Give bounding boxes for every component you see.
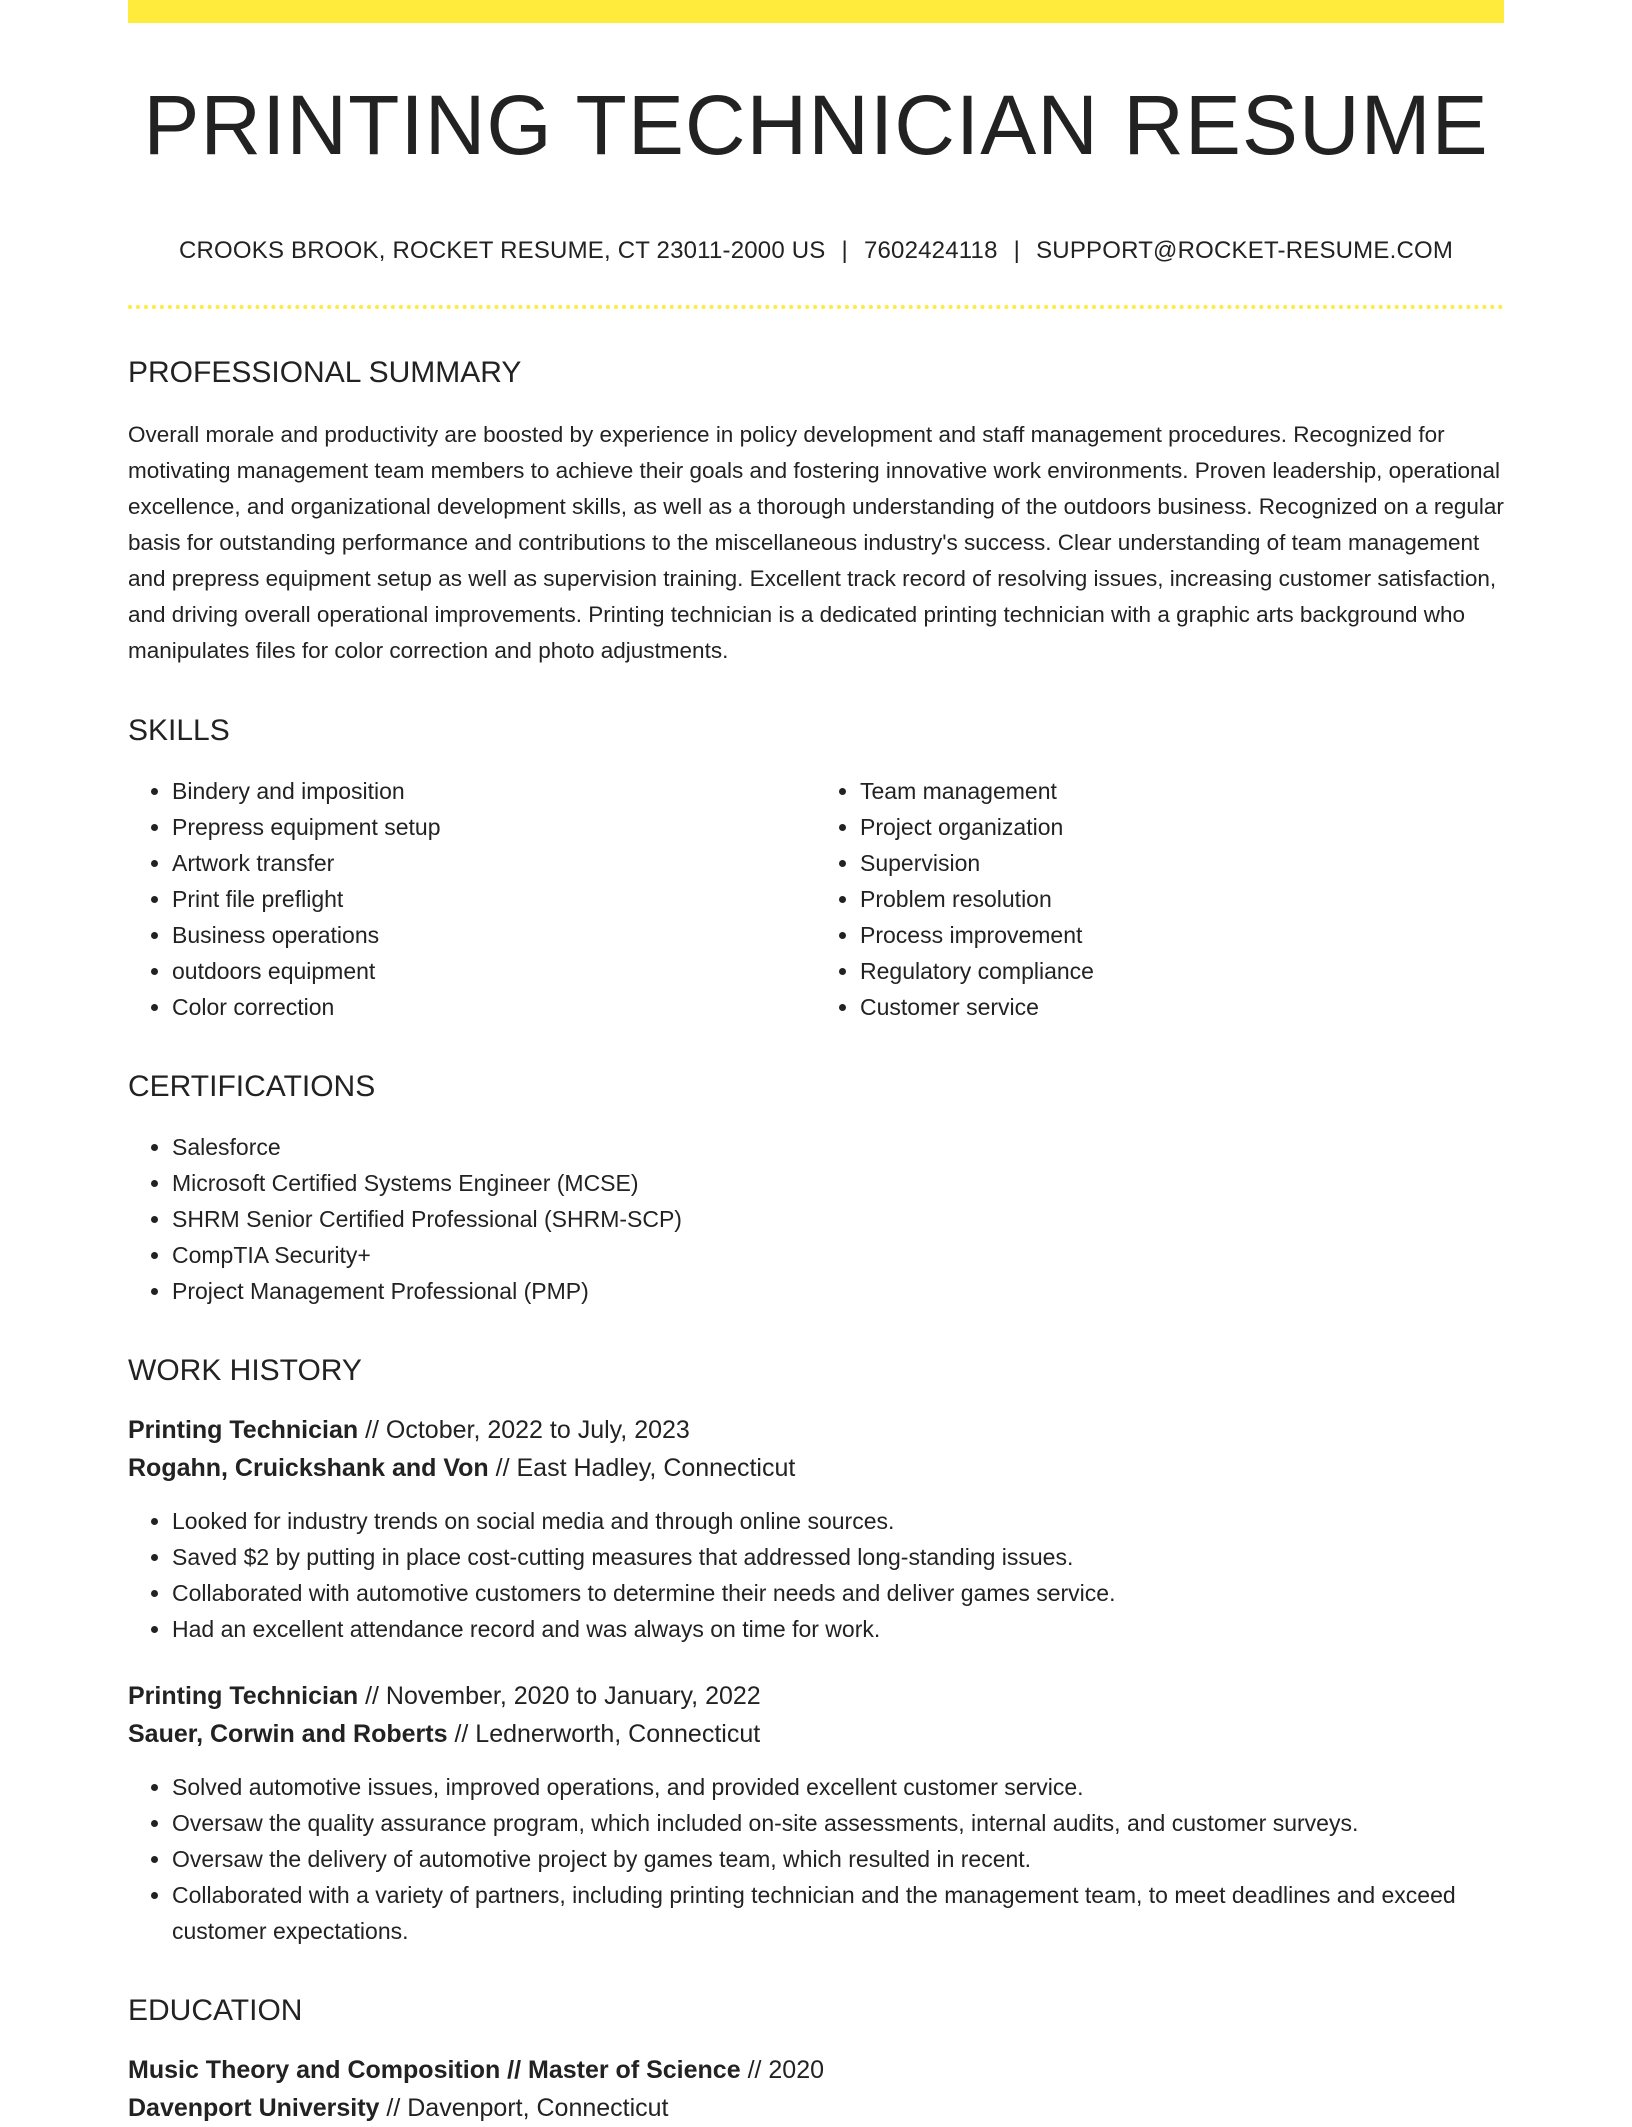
skill-item: • Artwork transfer (172, 845, 816, 881)
job-title: Printing Technician (128, 1416, 359, 1444)
education-degree-line (128, 2051, 1504, 2089)
job-title-line (128, 1411, 1504, 1449)
job-location: // East Hadley, Connecticut (488, 1454, 796, 1482)
certifications-list (128, 1129, 1504, 1309)
education-section (128, 1993, 1504, 2127)
skill-item: • Print file preflight (172, 881, 816, 917)
certification-item: • Salesforce (172, 1129, 1504, 1165)
skills-heading: SKILLS (128, 714, 230, 747)
contact-email: SUPPORT@ROCKET-RESUME.COM (1036, 237, 1454, 264)
skill-item: • Bindery and imposition (172, 773, 816, 809)
skill-item: • Team management (860, 773, 1504, 809)
job-entry (128, 1411, 1504, 1647)
job-bullet: • Solved automotive issues, improved operations, and provided excellent customer service. (172, 1769, 1504, 1805)
certifications-heading: CERTIFICATIONS (128, 1070, 376, 1103)
skill-item: • Prepress equipment setup (172, 809, 816, 845)
skill-item: • Process improvement (860, 917, 1504, 953)
resume-page (128, 0, 1504, 2127)
job-bullet: • Oversaw the delivery of automotive project by games team, which resulted in recent. (172, 1841, 1504, 1877)
education-year: // 2020 (740, 2056, 825, 2084)
certification-item: • Project Management Professional (PMP) (172, 1273, 1504, 1309)
skills-columns (128, 773, 1504, 1025)
job-company-line (128, 1449, 1504, 1487)
skill-item: • Color correction (172, 989, 816, 1025)
skill-item: • Regulatory compliance (860, 953, 1504, 989)
skills-left-list (128, 773, 816, 1025)
contact-separator: | (841, 237, 848, 264)
job-company: Rogahn, Cruickshank and Von (128, 1454, 489, 1482)
job-bullet: • Collaborated with a variety of partners, including printing technician and the management team, to meet deadlines and exceed customer expectations. (172, 1877, 1504, 1949)
dotted-divider (128, 305, 1504, 309)
job-company-line (128, 1715, 1504, 1753)
skill-item: • outdoors equipment (172, 953, 816, 989)
education-school: Davenport University (128, 2094, 380, 2122)
job-title-line (128, 1677, 1504, 1715)
contact-line (128, 237, 1504, 265)
certification-item: • Microsoft Certified Systems Engineer (MCSE) (172, 1165, 1504, 1201)
job-bullet: • Saved $2 by putting in place cost-cutting measures that addressed long-standing issues. (172, 1539, 1504, 1575)
resume-title: PRINTING TECHNICIAN RESUME (143, 78, 1489, 172)
summary-text: Overall morale and productivity are boosted by experience in policy development and staff management procedures. Recognized for motivating management team members to achieve their goals and fostering innovative work environments. Proven leadership, operational excellence, and organizational development skills, as well as a thorough understanding of the outdoors business. Recognized on a regular basis for outstanding performance and contributions to the miscellaneous industry's success. Clear understanding of team management and prepress equipment setup as well as supervision training. Excellent track record of resolving issues, increasing customer satisfaction, and driving overall operational improvements. Printing technician is a dedicated printing technician with a graphic arts background who manipulates files for color correction and photo adjustments. (128, 422, 1504, 663)
job-company: Sauer, Corwin and Roberts (128, 1720, 448, 1748)
education-heading: EDUCATION (128, 1994, 303, 2027)
contact-phone: 7602424118 (863, 237, 998, 264)
accent-top-bar (128, 0, 1504, 23)
contact-address: CROOKS BROOK, ROCKET RESUME, CT 23011-2000 US (178, 237, 826, 264)
skills-right-list (816, 773, 1504, 1025)
job-bullet-list (128, 1769, 1504, 1949)
certification-item: • CompTIA Security+ (172, 1237, 1504, 1273)
skills-section (128, 713, 1504, 1025)
certification-item: • SHRM Senior Certified Professional (SHRM-SCP) (172, 1201, 1504, 1237)
job-dates: // November, 2020 to January, 2022 (358, 1682, 761, 1710)
summary-heading: PROFESSIONAL SUMMARY (128, 356, 522, 389)
job-bullet: • Oversaw the quality assurance program, which included on-site assessments, internal audits, and customer surveys. (172, 1805, 1504, 1841)
skill-item: • Problem resolution (860, 881, 1504, 917)
work-history-heading: WORK HISTORY (128, 1354, 362, 1387)
skill-item: • Customer service (860, 989, 1504, 1025)
job-title: Printing Technician (128, 1682, 359, 1710)
job-bullet: • Collaborated with automotive customers to determine their needs and deliver games service. (172, 1575, 1504, 1611)
summary-section (128, 355, 1504, 669)
job-entry (128, 1677, 1504, 1949)
skill-item: • Supervision (860, 845, 1504, 881)
job-bullet: • Had an excellent attendance record and was always on time for work. (172, 1611, 1504, 1647)
job-bullet-list (128, 1503, 1504, 1647)
education-location: // Davenport, Connecticut (379, 2094, 669, 2122)
job-bullet: • Looked for industry trends on social media and through online sources. (172, 1503, 1504, 1539)
job-dates: // October, 2022 to July, 2023 (358, 1416, 690, 1444)
certifications-section (128, 1069, 1504, 1309)
education-degree: Music Theory and Composition // Master of Science (128, 2056, 741, 2084)
skill-item: • Project organization (860, 809, 1504, 845)
job-location: // Lednerworth, Connecticut (447, 1720, 761, 1748)
contact-separator: | (1013, 237, 1021, 264)
education-school-line (128, 2089, 1504, 2127)
work-history-section (128, 1353, 1504, 1949)
skill-item: • Business operations (172, 917, 816, 953)
